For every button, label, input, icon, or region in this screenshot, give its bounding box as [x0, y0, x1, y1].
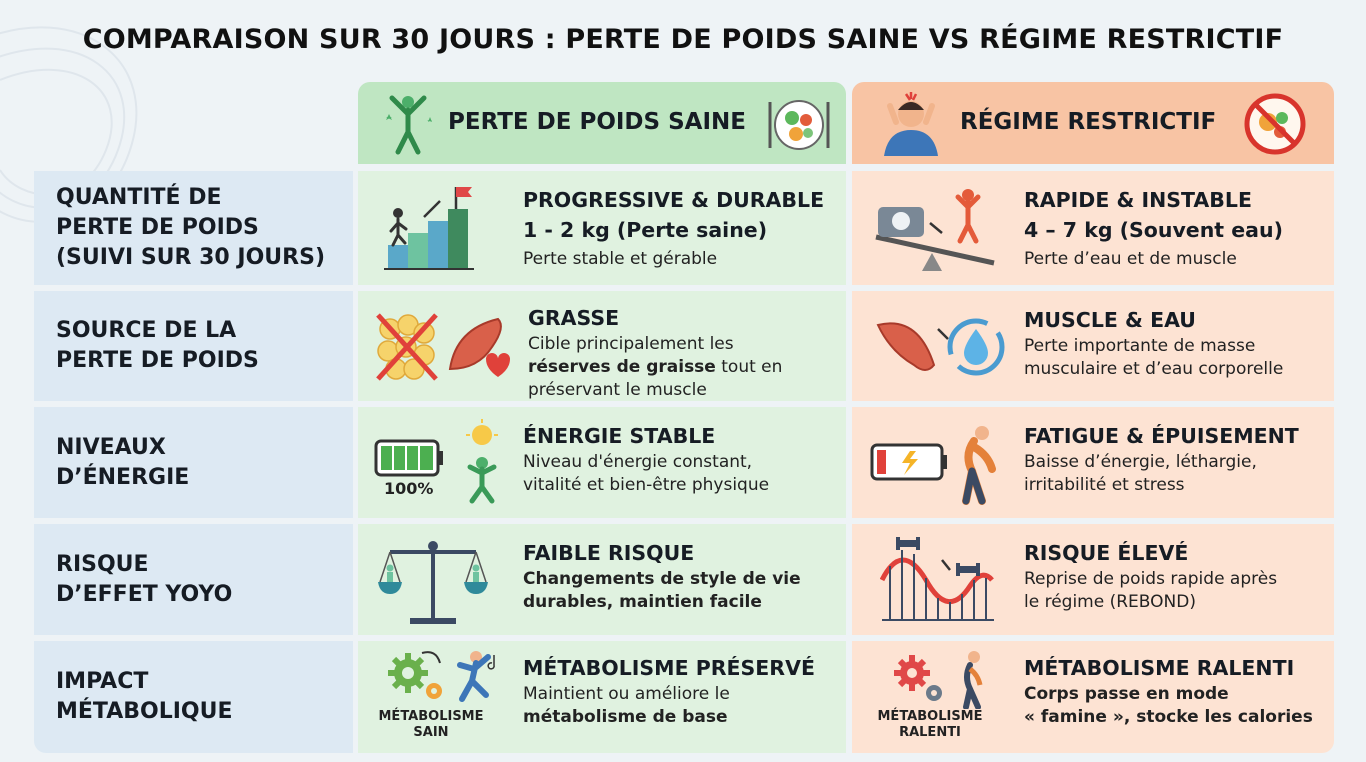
muscle-water-drop-icon [872, 311, 1012, 383]
cell-description: « famine », stocke les calories [1024, 707, 1313, 727]
stairs-goal-flag-icon [380, 183, 480, 273]
cell-description-bold: réserves de graisse [528, 357, 716, 377]
row-label-text: IMPACT MÉTABOLIQUE [56, 669, 233, 724]
column-title-restrictive: RÉGIME RESTRICTIF [960, 109, 1217, 135]
cell-restrictive-energy-levels [852, 407, 1334, 518]
row-label-metabolic-impact [34, 641, 353, 753]
row-label-weight-loss-amount [34, 171, 353, 285]
low-battery-tired-person-icon [870, 421, 1010, 505]
balance-scale-icon [378, 534, 488, 626]
cell-heading: MÉTABOLISME PRÉSERVÉ [523, 656, 815, 680]
cell-description: Changements de style de vie [523, 569, 801, 589]
row-label-weight-loss-source [34, 291, 353, 401]
cell-description: Corps passe en mode [1024, 684, 1229, 704]
row-label-text: RISQUE D’EFFET YOYO [56, 551, 233, 607]
cell-heading: PROGRESSIVE & DURABLE [523, 188, 825, 212]
gears-dancing-person-icon [384, 647, 504, 709]
cell-description: préservant le muscle [528, 380, 707, 400]
cell-description: irritabilité et stress [1024, 475, 1185, 495]
caption-line: RALENTI [899, 725, 961, 740]
stressed-person-icon [876, 92, 946, 156]
caption-line: MÉTABOLISME [378, 709, 484, 724]
cell-restrictive-yoyo-risk [852, 524, 1334, 635]
cell-heading: MUSCLE & EAU [1024, 308, 1196, 332]
cell-description: tout en [715, 357, 783, 377]
cell-description: le régime (REBOND) [1024, 592, 1196, 612]
cell-healthy-yoyo-risk [358, 524, 846, 635]
column-header-restrictive [852, 82, 1334, 164]
rollercoaster-weight-icon [880, 536, 996, 622]
metabolism-caption [366, 709, 496, 741]
cell-healthy-weight-loss-source [358, 291, 846, 401]
metabolism-caption [868, 709, 992, 741]
cell-restrictive-weight-loss-source [852, 291, 1334, 401]
cell-heading: RAPIDE & INSTABLE [1024, 188, 1252, 212]
cell-description: vitalité et bien-être physique [523, 475, 770, 495]
cell-healthy-metabolic-impact [358, 641, 846, 753]
caption-line: SAIN [413, 725, 449, 740]
cell-description: Reprise de poids rapide après [1024, 569, 1278, 589]
cell-description: Maintient ou améliore le [523, 684, 730, 704]
column-header-healthy [358, 82, 846, 164]
cell-healthy-weight-loss-amount [358, 171, 846, 285]
cell-heading: RISQUE ÉLEVÉ [1024, 541, 1189, 565]
healthy-plate-icon [766, 96, 832, 152]
cell-description: Baisse d’énergie, léthargie, [1024, 452, 1257, 472]
cell-description: Cible principalement les [528, 334, 734, 354]
row-label-text: QUANTITÉ DE PERTE DE POIDS (SUIVI SUR 30 JOURS) [56, 185, 325, 270]
cell-description-line [528, 333, 782, 356]
cell-heading: FATIGUE & ÉPUISEMENT [1024, 424, 1299, 448]
no-food-icon [1242, 92, 1308, 156]
cell-heading: GRASSE [528, 306, 620, 330]
gears-tired-person-icon [878, 647, 998, 709]
cell-description: musculaire et d’eau corporelle [1024, 359, 1284, 379]
cell-heading: MÉTABOLISME RALENTI [1024, 656, 1295, 680]
cell-description: Perte stable et gérable [523, 249, 718, 269]
fat-cells-crossed-muscle-heart-icon [374, 311, 514, 383]
cell-subheading: 1 - 2 kg (Perte saine) [523, 218, 768, 242]
cell-heading: FAIBLE RISQUE [523, 541, 695, 565]
cell-description: Perte d’eau et de muscle [1024, 249, 1237, 269]
cell-description-line [528, 356, 782, 379]
cell-description: Perte importante de masse [1024, 336, 1256, 356]
row-label-text: NIVEAUX D’ÉNERGIE [56, 434, 190, 490]
cell-description-bold: métabolisme de base [523, 707, 728, 727]
caption-line: MÉTABOLISME [877, 709, 983, 724]
cell-description: Niveau d'énergie constant, [523, 452, 753, 472]
cell-description: durables, maintien facile [523, 592, 762, 612]
scale-seesaw-icon [872, 183, 1002, 275]
cell-heading: ÉNERGIE STABLE [523, 424, 716, 448]
row-label-text: SOURCE DE LA PERTE DE POIDS [56, 318, 259, 373]
cell-restrictive-metabolic-impact [852, 641, 1334, 753]
cell-restrictive-weight-loss-amount [852, 171, 1334, 285]
column-title-healthy: PERTE DE POIDS SAINE [448, 109, 746, 135]
row-label-yoyo-risk [34, 524, 353, 635]
cell-healthy-energy-levels [358, 407, 846, 518]
cell-subheading: 4 – 7 kg (Souvent eau) [1024, 218, 1283, 242]
row-label-energy-levels [34, 407, 353, 518]
page-title: COMPARAISON SUR 30 JOURS : PERTE DE POIDS SAINE VS RÉGIME RESTRICTIF [82, 24, 1284, 55]
person-cheering-icon [380, 92, 436, 156]
battery-percent-label: 100% [384, 479, 434, 498]
